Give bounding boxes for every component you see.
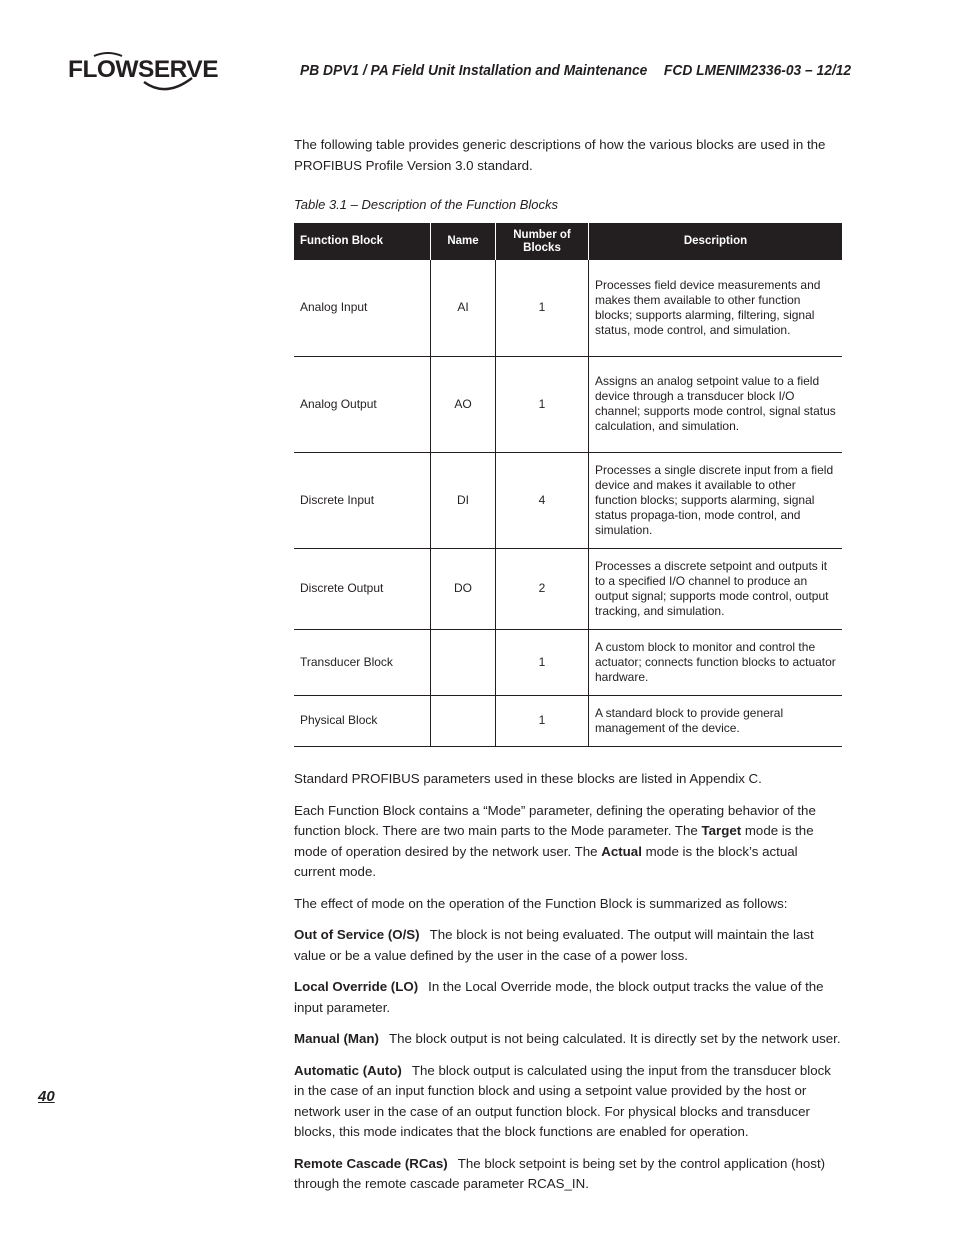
mode-definition-auto [294, 1061, 842, 1143]
cell-count: 2 [496, 548, 589, 629]
mode-term: Remote Cascade (RCas) [294, 1155, 448, 1171]
cell-function-block: Analog Input [294, 260, 431, 356]
summary-paragraph: The effect of mode on the operation of the Function Block is summarized as follows: [294, 895, 788, 911]
mode-text: The block output is not being calculated. It is directly set by the network user. [388, 1031, 841, 1046]
mode-definition-os [294, 925, 842, 966]
mode-paragraph [294, 801, 842, 883]
cell-function-block: Transducer Block [294, 629, 431, 695]
cell-name: DI [431, 452, 496, 548]
mode-text: In the Local Override mode, the block output tracks the value of the input parameter. [294, 979, 824, 1015]
mode-text: The block setpoint is being set by the control application (host) through the remote cascade parameter RCAS_IN. [294, 1155, 826, 1191]
cell-description: Processes field device measurements and makes them available to other function blocks; supports alarming, filtering, signal status, mode control, and simulation. [589, 260, 843, 356]
cell-name [431, 629, 496, 695]
cell-count: 1 [496, 629, 589, 695]
document-header [300, 62, 851, 79]
mode-text-2: mode is the mode of operation desired by the network user. The [294, 823, 814, 859]
mode-definition-lo [294, 977, 842, 1018]
mode-term: Local Override (LO) [294, 979, 419, 994]
cell-description: Processes a discrete setpoint and outputs it to a specified I/O channel to produce an output signal; supports mode control, output tracking, and simulation. [589, 548, 843, 629]
cell-name: DO [431, 548, 496, 629]
cell-count: 1 [496, 260, 589, 356]
cell-count: 1 [496, 356, 589, 452]
cell-count: 1 [496, 695, 589, 746]
mode-text: The block is not being evaluated. The output will maintain the last value or be a value defined by the user in the case of a power loss. [294, 927, 814, 963]
cell-description: A standard block to provide general management of the device. [589, 695, 843, 746]
table-row [294, 629, 842, 695]
cell-count: 4 [496, 452, 589, 548]
page-number: 40 [38, 1088, 55, 1105]
mode-term: Automatic (Auto) [294, 1062, 402, 1078]
function-blocks-table [294, 223, 842, 747]
intro-section [294, 135, 842, 176]
cell-function-block: Physical Block [294, 695, 431, 746]
header-number-of-blocks-label: Number of Blocks [513, 228, 571, 254]
table-row [294, 356, 842, 452]
target-term: Target [701, 823, 742, 838]
mode-term: Out of Service (O/S) [294, 927, 420, 942]
mode-text-3: mode is the block’s actual current mode. [294, 843, 798, 879]
mode-definition-man [294, 1029, 842, 1050]
header-number-of-blocks [496, 223, 589, 260]
table-row [294, 452, 842, 548]
mode-text-1: Each Function Block contains a “Mode” parameter, defining the operating behavior of the function block. There are two main parts to the Mode parameter. The [294, 802, 816, 838]
table-row [294, 260, 842, 356]
cell-name: AI [431, 260, 496, 356]
header-function-block: Function Block [294, 223, 431, 260]
cell-function-block: Analog Output [294, 356, 431, 452]
table-row [294, 695, 842, 746]
header-description: Description [589, 223, 843, 260]
cell-description: Processes a single discrete input from a field device and makes it available to other function blocks; supports alarming, signal status propaga-tion, mode control, and simulation. [589, 452, 843, 548]
table-row [294, 548, 842, 629]
mode-term: Manual (Man) [294, 1031, 379, 1046]
actual-term: Actual [601, 843, 642, 859]
logo-wordmark: FLOWSERVE [68, 56, 219, 83]
document-code: FCD LMENIM2336-03 – 12/12 [663, 62, 852, 79]
cell-function-block: Discrete Input [294, 452, 431, 548]
mode-definition-rcas [294, 1154, 842, 1195]
logo-swoosh-icon [68, 52, 208, 96]
cell-description: Assigns an analog setpoint value to a field device through a transducer block I/O channel; supports mode control, signal status calculation, and simulation. [589, 356, 843, 452]
header-name: Name [431, 223, 496, 260]
intro-paragraph: The following table provides generic descriptions of how the various blocks are used in the PROFIBUS Profile Version 3.0 standard. [294, 137, 826, 173]
body-section [294, 769, 842, 1206]
table-header-row [294, 223, 842, 260]
document-title: PB DPV1 / PA Field Unit Installation and Maintenance [300, 62, 648, 79]
table-caption: Table 3.1 – Description of the Function Blocks [294, 197, 558, 212]
flowserve-logo [68, 52, 219, 96]
mode-text: The block output is calculated using the input from the transducer block in the case of an input function block and using a setpoint value provided by the host or network user in the case of an output function block. For physical blocks and transducer blocks, this mode indicates that the block functions are enabled for operation. [294, 1062, 831, 1139]
cell-name: AO [431, 356, 496, 452]
cell-description: A custom block to monitor and control the actuator; connects function blocks to actuator hardware. [589, 629, 843, 695]
appendix-paragraph: Standard PROFIBUS parameters used in these blocks are listed in Appendix C. [294, 771, 762, 786]
cell-function-block: Discrete Output [294, 548, 431, 629]
cell-name [431, 695, 496, 746]
